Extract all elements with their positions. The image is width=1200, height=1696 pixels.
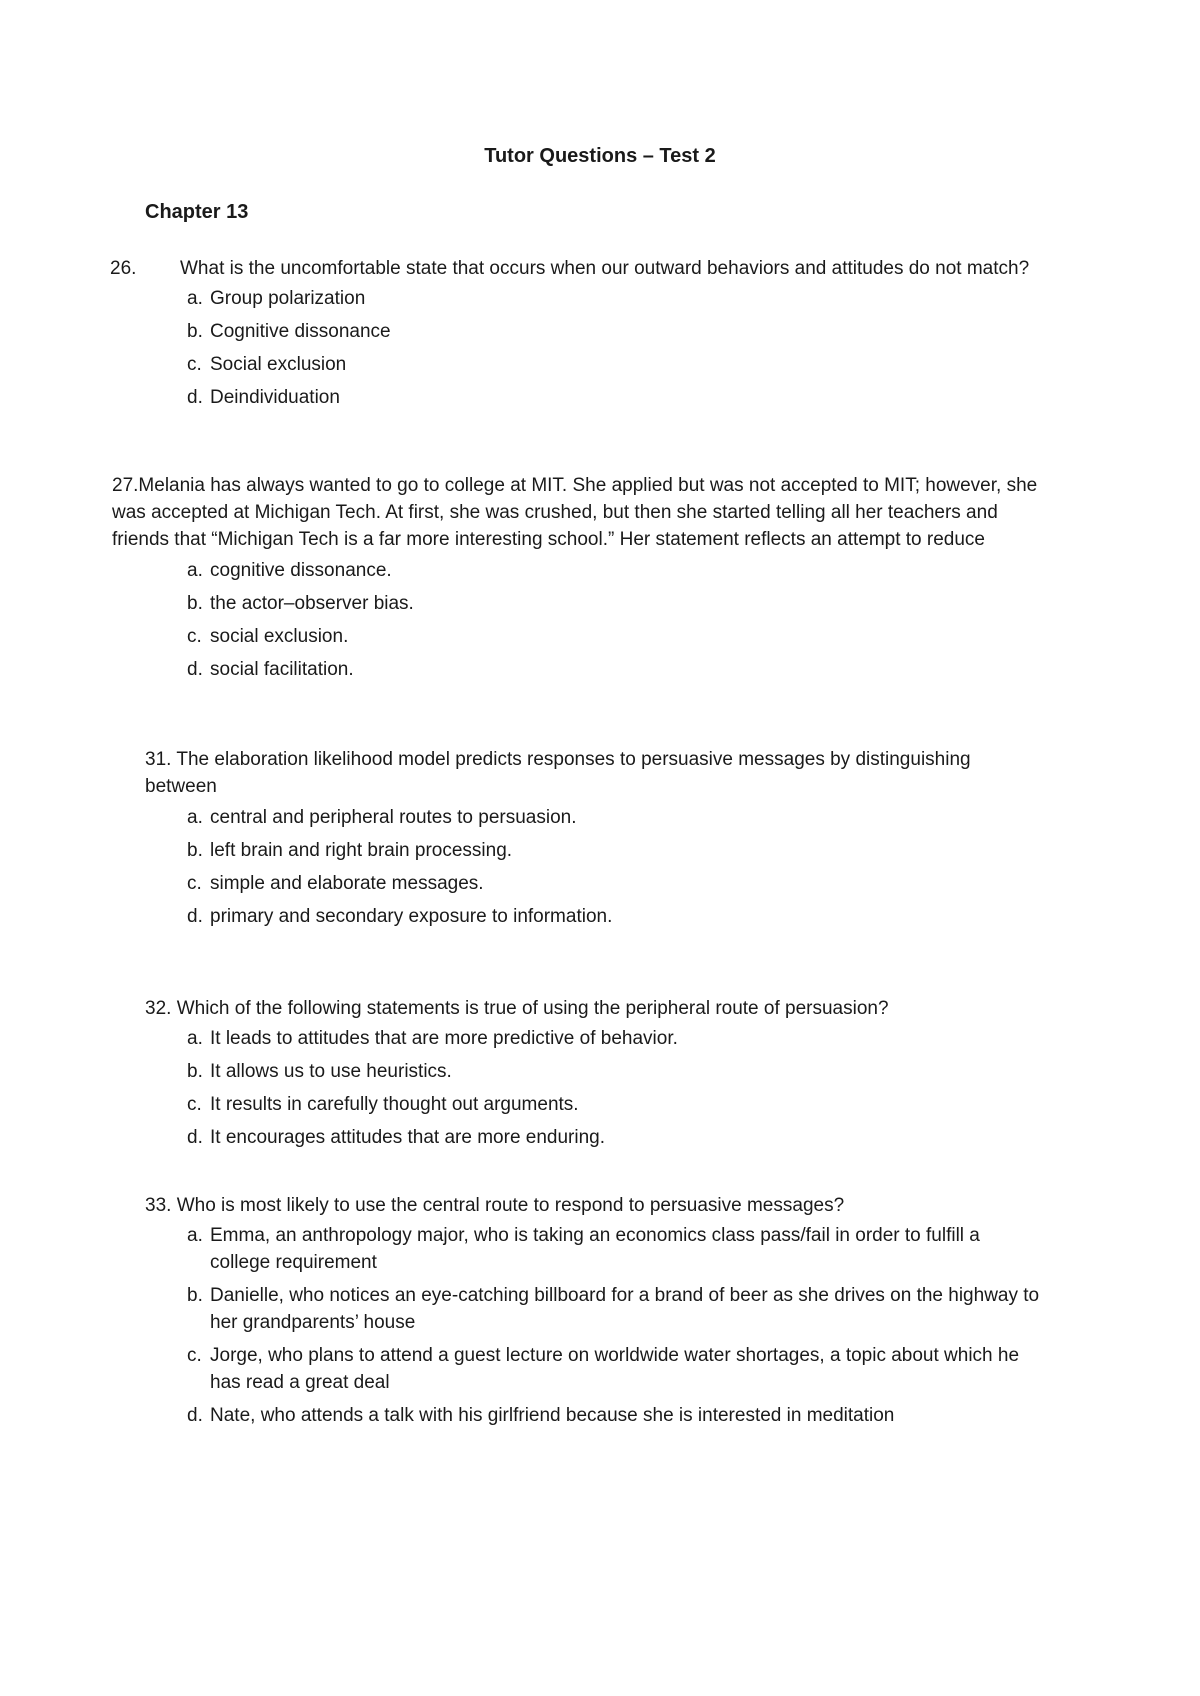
answer-option: [187, 1124, 1045, 1157]
option-text: the actor–observer bias.: [210, 593, 414, 614]
answer-option: [187, 656, 1052, 689]
option-letter: a.: [187, 560, 203, 581]
answer-option: [187, 384, 1045, 417]
option-text: Danielle, who notices an eye-catching billboard for a brand of beer as she drives on the highway to her grandparents’ house: [210, 1285, 1040, 1333]
question-33: [145, 1192, 1045, 1435]
option-letter: c.: [187, 873, 202, 894]
answer-option: [187, 1282, 1045, 1336]
option-letter: a.: [187, 807, 203, 828]
option-letter: b.: [187, 840, 203, 861]
question-stem: [145, 1192, 1045, 1219]
option-text: simple and elaborate messages.: [210, 873, 484, 894]
option-letter: d.: [187, 387, 203, 408]
answer-option: [187, 557, 1052, 590]
option-letter: d.: [187, 659, 203, 680]
option-letter: b.: [187, 1061, 203, 1082]
answer-option: [187, 1342, 1045, 1396]
question-number: 32.: [145, 998, 172, 1019]
option-text: central and peripheral routes to persuasion.: [210, 807, 577, 828]
question-number: 27.: [112, 475, 139, 496]
option-letter: c.: [187, 626, 202, 647]
answer-options: [145, 1025, 1045, 1157]
answer-option: [187, 1025, 1045, 1058]
option-text: Nate, who attends a talk with his girlfriend because she is interested in meditation: [210, 1405, 895, 1426]
question-stem: [110, 255, 1045, 282]
option-text: social facilitation.: [210, 659, 354, 680]
option-letter: d.: [187, 906, 203, 927]
option-letter: c.: [187, 1345, 202, 1366]
option-text: It results in carefully thought out arguments.: [210, 1094, 579, 1115]
option-letter: c.: [187, 1094, 202, 1115]
question-stem: [112, 472, 1052, 553]
question-stem: [145, 995, 1045, 1022]
question-text: What is the uncomfortable state that occurs when our outward behaviors and attitudes do not match?: [180, 258, 1030, 279]
question-26: [110, 255, 1045, 417]
answer-option: [187, 870, 1045, 903]
question-text: Melania has always wanted to go to college at MIT. She applied but was not accepted to MIT; however, she was accepted at Michigan Tech. At first, she was crushed, but then she started telling all her teachers and friends that “Michigan Tech is a far more interesting school.” Her statement reflects an attempt to reduce: [112, 475, 1038, 550]
chapter-heading: Chapter 13: [145, 201, 249, 223]
answer-option: [187, 1402, 1045, 1429]
option-text: It encourages attitudes that are more enduring.: [210, 1127, 606, 1148]
question-text: The elaboration likelihood model predicts responses to persuasive messages by distinguishing between: [145, 749, 971, 797]
answer-option: [187, 804, 1045, 837]
question-text: Which of the following statements is true of using the peripheral route of persuasion?: [176, 998, 889, 1019]
option-letter: b.: [187, 321, 203, 342]
answer-option: [187, 903, 1045, 936]
answer-option: [187, 351, 1045, 384]
option-letter: d.: [187, 1127, 203, 1148]
option-letter: d.: [187, 1405, 203, 1426]
question-number: 31.: [145, 749, 172, 770]
option-text: Deindividuation: [210, 387, 340, 408]
option-text: It allows us to use heuristics.: [210, 1061, 452, 1082]
answer-option: [187, 623, 1052, 656]
answer-option: [187, 1058, 1045, 1091]
question-stem: [145, 746, 1045, 800]
option-text: Cognitive dissonance: [210, 321, 391, 342]
question-27: [112, 472, 1052, 689]
option-text: Emma, an anthropology major, who is taking an economics class pass/fail in order to fulfill a college requirement: [210, 1225, 980, 1273]
option-letter: c.: [187, 354, 202, 375]
option-text: social exclusion.: [210, 626, 349, 647]
option-letter: a.: [187, 1225, 203, 1246]
question-number: 33.: [145, 1195, 172, 1216]
option-letter: b.: [187, 593, 203, 614]
option-text: Group polarization: [210, 288, 366, 309]
question-text: Who is most likely to use the central route to respond to persuasive messages?: [176, 1195, 845, 1216]
answer-options: [145, 285, 1045, 417]
answer-option: [187, 1222, 1045, 1276]
answer-option: [187, 1091, 1045, 1124]
question-32: [145, 995, 1045, 1157]
option-letter: b.: [187, 1285, 203, 1306]
document-title: Tutor Questions – Test 2: [484, 145, 716, 167]
option-text: cognitive dissonance.: [210, 560, 392, 581]
option-text: Social exclusion: [210, 354, 347, 375]
answer-option: [187, 318, 1045, 351]
answer-option: [187, 837, 1045, 870]
option-letter: a.: [187, 1028, 203, 1049]
question-number: 26.: [110, 258, 137, 279]
option-text: It leads to attitudes that are more predictive of behavior.: [210, 1028, 678, 1049]
option-text: left brain and right brain processing.: [210, 840, 513, 861]
option-text: Jorge, who plans to attend a guest lecture on worldwide water shortages, a topic about which he has read a great deal: [210, 1345, 1020, 1393]
answer-options: [145, 804, 1045, 936]
question-31: [145, 746, 1045, 936]
answer-option: [187, 590, 1052, 623]
option-letter: a.: [187, 288, 203, 309]
answer-options: [145, 1222, 1045, 1429]
answer-option: [187, 285, 1045, 318]
option-text: primary and secondary exposure to information.: [210, 906, 613, 927]
answer-options: [112, 557, 1052, 689]
